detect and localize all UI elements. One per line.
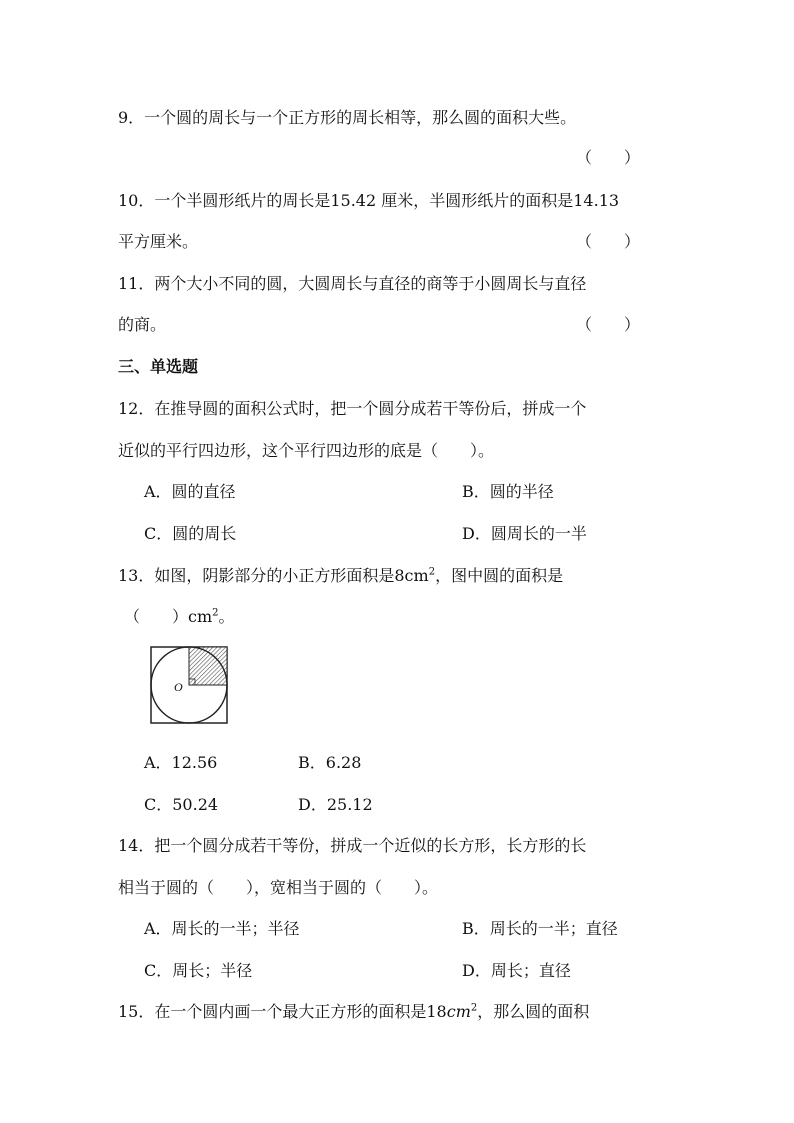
q12-line1: 12．在推导圆的面积公式时，把一个圆分成若干等份后，拼成一个 — [118, 399, 587, 418]
q10-answer-paren: （ ） — [576, 232, 641, 251]
q13-option-b[interactable]: B．6.28 — [298, 753, 362, 772]
q14-line1: 14．把一个圆分成若干等份，拼成一个近似的长方形，长方形的长 — [118, 836, 587, 855]
q13-line2: （ ）$cm^2$。 — [124, 607, 235, 626]
q10-line2: 平方厘米。 — [118, 232, 199, 251]
q11-line2: 的商。 — [118, 315, 167, 334]
q13-option-a[interactable]: A．12.56 — [144, 753, 218, 772]
section-title-single-choice: 三、单选题 — [118, 357, 199, 376]
q13-figure-circle-in-square — [150, 646, 228, 724]
q12-option-d[interactable]: D．圆周长的一半 — [462, 524, 587, 543]
q14-option-d[interactable]: D．周长；直径 — [462, 961, 571, 980]
q14-option-b[interactable]: B．周长的一半；直径 — [462, 919, 618, 938]
q14-option-a[interactable]: A．周长的一半；半径 — [144, 919, 300, 938]
q13-option-c[interactable]: C．50.24 — [144, 795, 219, 814]
q14-line2: 相当于圆的（ ），宽相当于圆的（ ）。 — [118, 878, 439, 897]
q13-line1: 13．如图，阴影部分的小正方形面积是$8cm^2$，图中圆的面积是 — [118, 566, 564, 585]
q13-option-d[interactable]: D．25.12 — [298, 795, 373, 814]
q9-answer-paren: （ ） — [576, 148, 641, 167]
q12-option-b[interactable]: B．圆的半径 — [462, 482, 554, 501]
q14-option-c[interactable]: C．周长；半径 — [144, 961, 253, 980]
q12-option-c[interactable]: C．圆的周长 — [144, 524, 237, 543]
q10-line1: 10．一个半圆形纸片的周长是15.42 厘米，半圆形纸片的面积是14.13 — [118, 191, 620, 210]
q9-line1: 9．一个圆的周长与一个正方形的周长相等，那么圆的面积大些。 — [118, 108, 577, 127]
q11-answer-paren: （ ） — [576, 315, 641, 334]
center-label-o: O — [174, 680, 183, 694]
q12-option-a[interactable]: A．圆的直径 — [144, 482, 236, 501]
q11-line1: 11．两个大小不同的圆，大圆周长与直径的商等于小圆周长与直径 — [118, 274, 587, 293]
q15-line1: 15．在一个圆内画一个最大正方形的面积是$18cm^2$，那么圆的面积 — [118, 1002, 590, 1021]
q12-line2: 近似的平行四边形，这个平行四边形的底是（ ）。 — [118, 441, 495, 460]
